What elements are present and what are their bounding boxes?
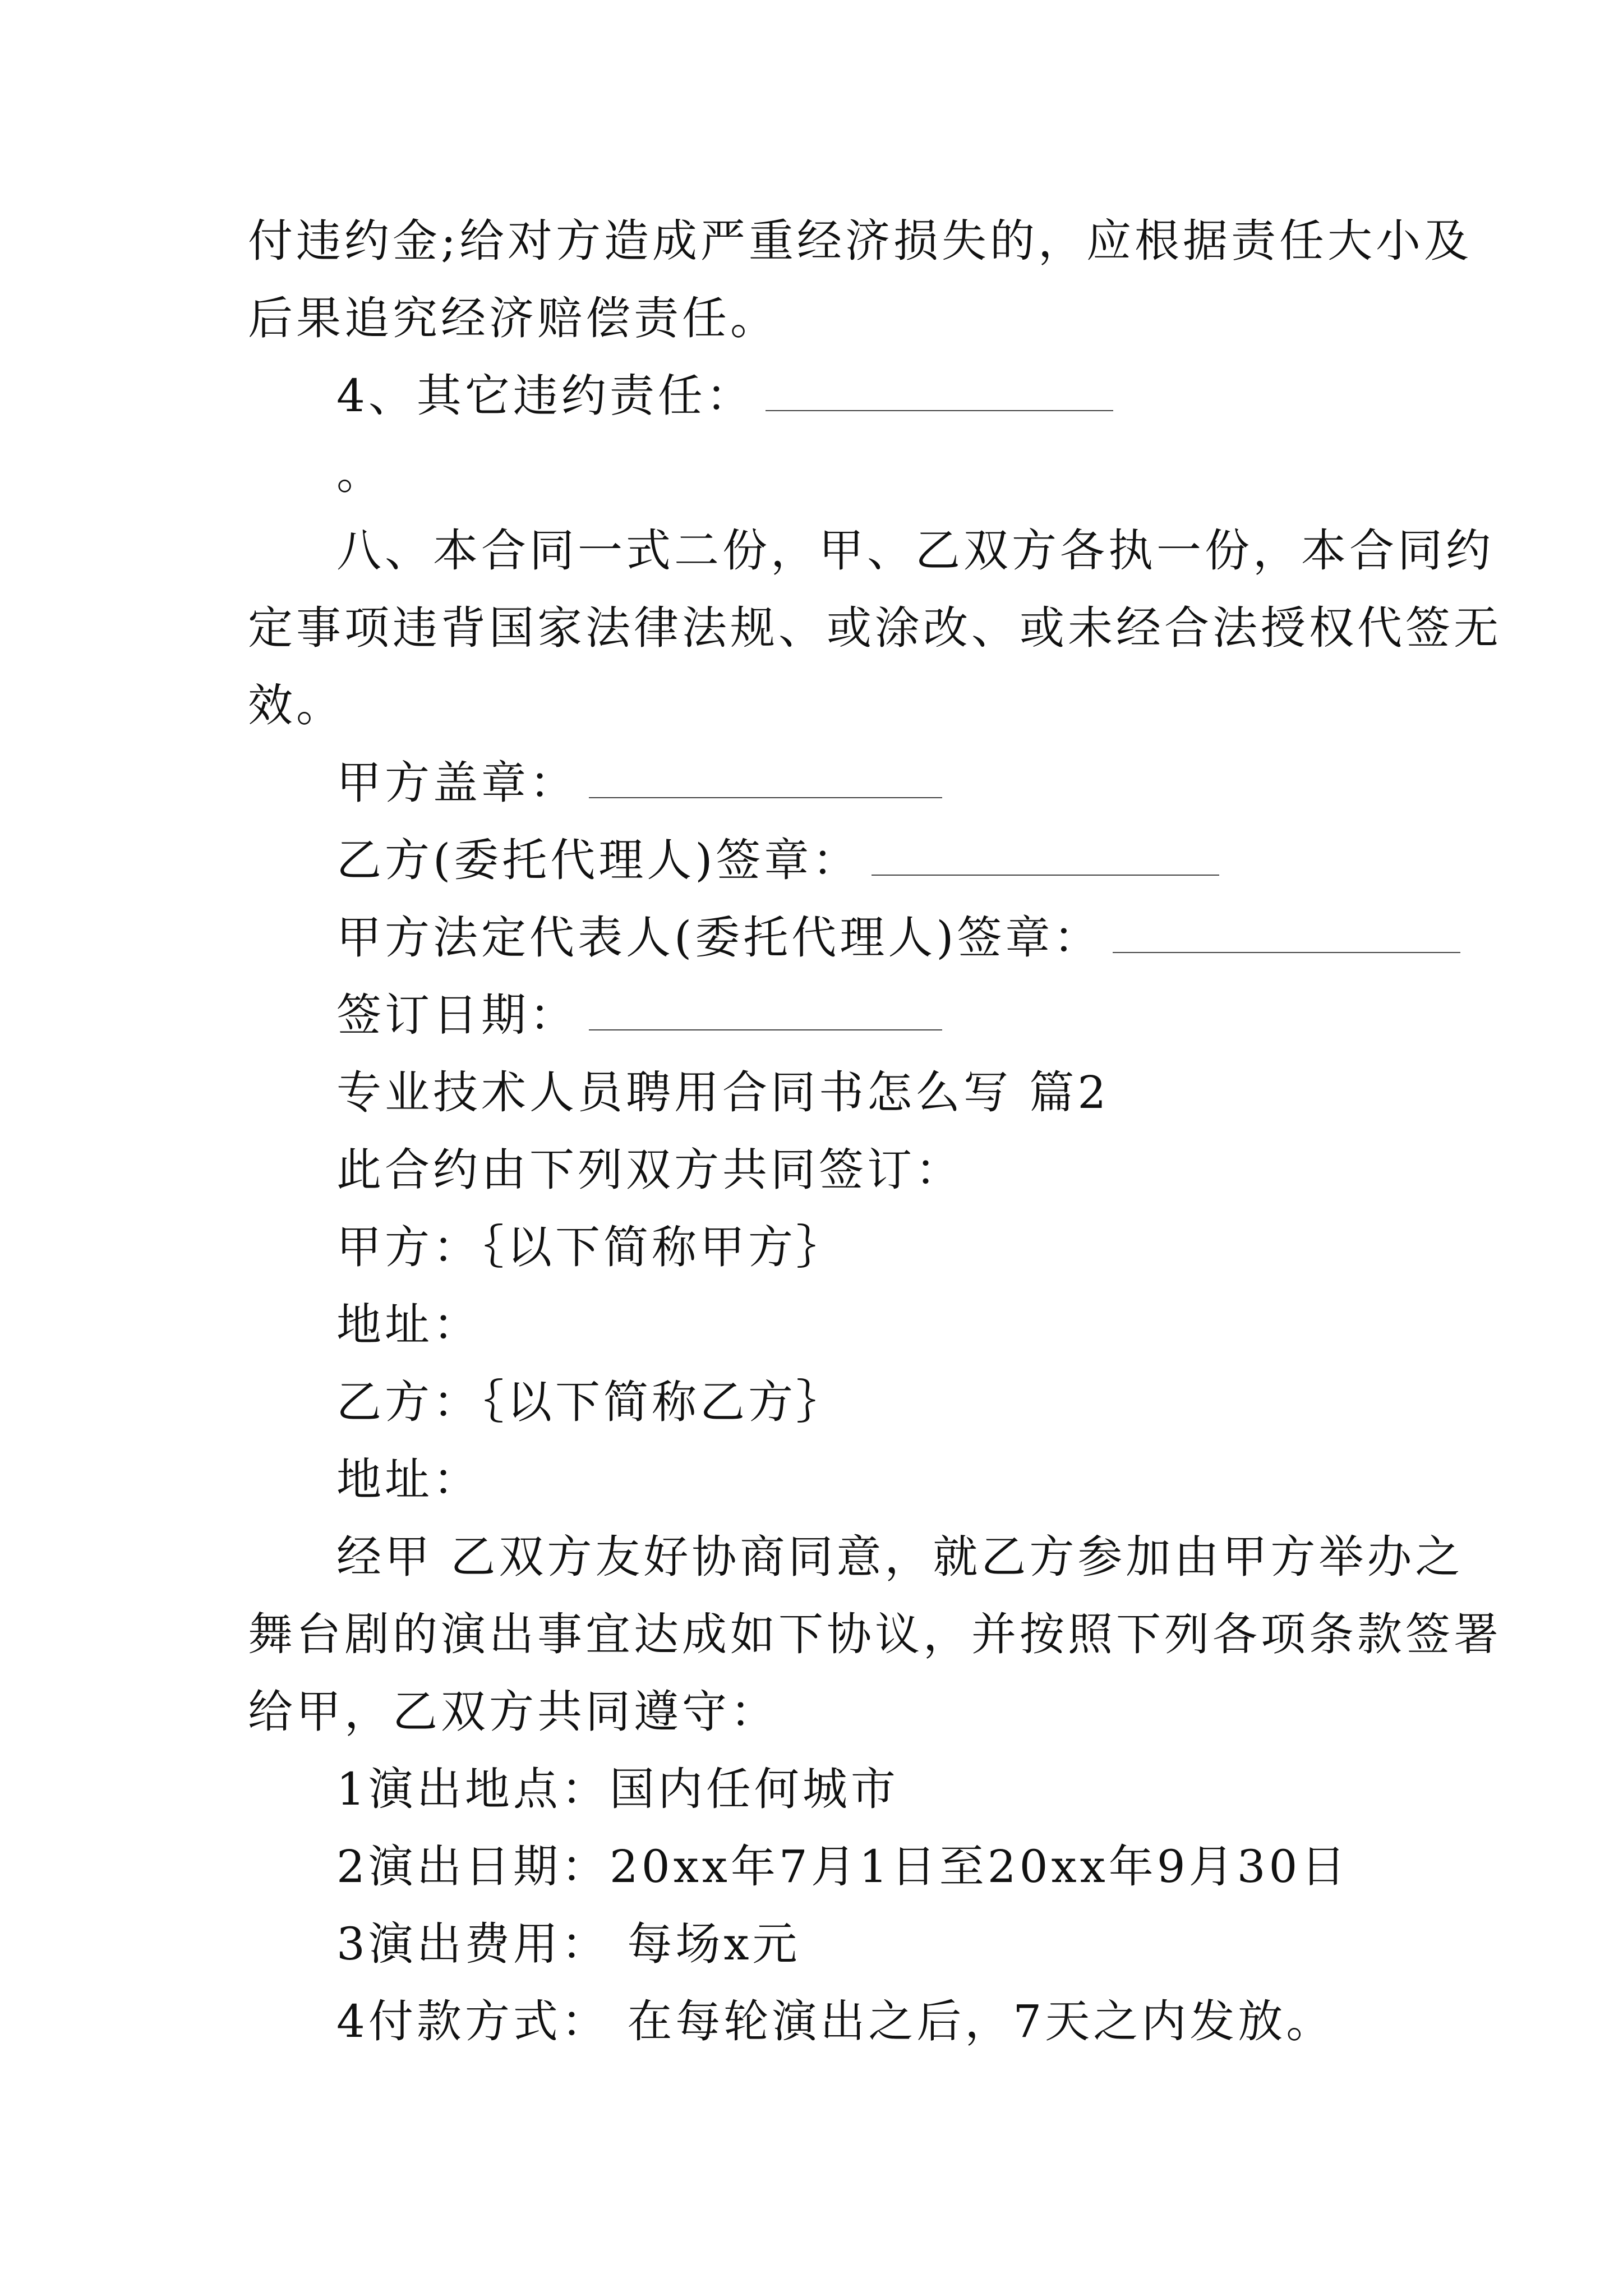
paragraph-line: 。: [336, 447, 385, 499]
signature-line-legal-rep: [336, 910, 1460, 966]
paragraph-line: 给甲，乙双方共同遵守：: [248, 1686, 778, 1738]
blank-field: [872, 841, 1219, 876]
list-item: 3演出费用： 每场x元: [336, 1918, 801, 1970]
other-liability-label: 4、其它违约责任：: [336, 370, 754, 422]
address-b-line: 地址：: [336, 1453, 481, 1506]
paragraph-line: 定事项违背国家法律法规、或涂改、或未经合法授权代签无: [248, 602, 1502, 654]
blank-field: [1113, 918, 1460, 953]
blank-field: [766, 376, 1113, 411]
paragraph-line: 八、本合同一式二份，甲、乙双方各执一份，本合同约: [336, 524, 1494, 577]
paragraph-line: 此合约由下列双方共同签订：: [336, 1144, 963, 1196]
section-title: 专业技术人员聘用合同书怎么写 篇2: [336, 1066, 1110, 1119]
party-b-line: 乙方：｛以下简称乙方｝: [336, 1376, 845, 1428]
paragraph-line: 效。: [248, 679, 344, 731]
other-liability-line: [336, 368, 1113, 424]
list-item: 4付款方式： 在每轮演出之后，7天之内发放。: [336, 1995, 1335, 2047]
paragraph-line: 后果追究经济赔偿责任。: [248, 292, 778, 344]
list-item: 2演出日期：20xx年7月1日至20xx年9月30日: [336, 1841, 1349, 1893]
paragraph-line: 付违约金;给对方造成严重经济损失的，应根据责任大小及: [248, 215, 1472, 267]
signature-label: 乙方(委托代理人)签章：: [336, 834, 861, 886]
signature-line-party-b: [336, 832, 1219, 889]
party-a-line: 甲方：｛以下简称甲方｝: [336, 1221, 845, 1273]
paragraph-line: 舞台剧的演出事宜达成如下协议，并按照下列各项条款签署: [248, 1608, 1502, 1660]
signature-label: 签订日期：: [336, 989, 578, 1041]
list-item: 1演出地点：国内任何城市: [336, 1763, 899, 1815]
blank-field: [589, 763, 942, 798]
signature-line-party-a: [336, 755, 942, 811]
signature-label: 甲方盖章：: [336, 757, 578, 809]
address-a-line: 地址：: [336, 1299, 481, 1351]
signature-label: 甲方法定代表人(委托代理人)签章：: [336, 912, 1102, 964]
signature-line-date: [336, 987, 942, 1043]
paragraph-line: 经甲 乙双方友好协商同意，就乙方参加由甲方举办之: [336, 1531, 1464, 1583]
blank-field: [589, 996, 942, 1030]
